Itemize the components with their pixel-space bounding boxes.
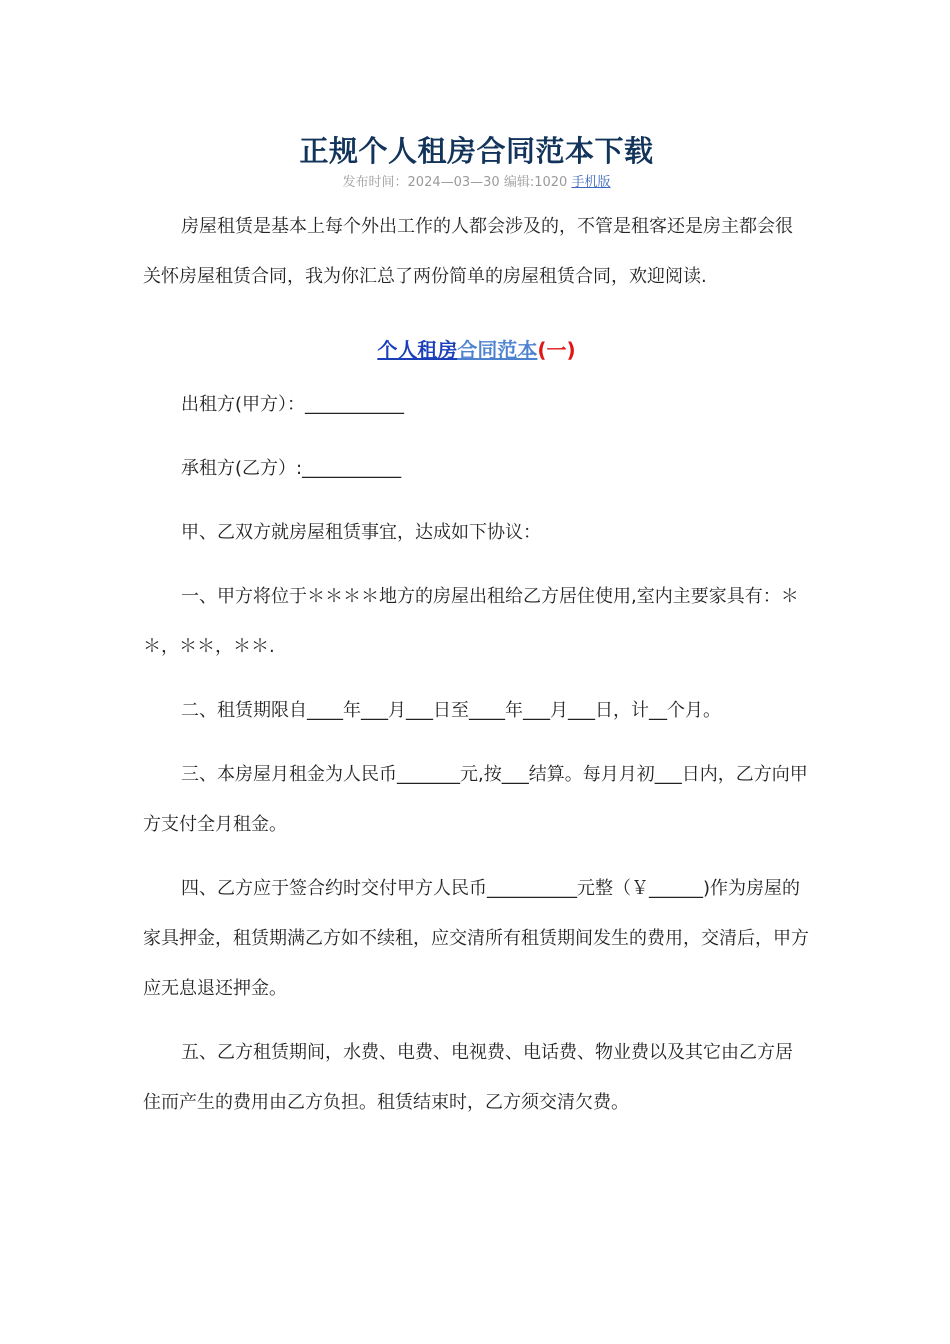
clause-2: 二、租赁期限自____年___月___日至____年___月___日，计__个月。 (181, 700, 721, 721)
intro-paragraph: 房屋租赁是基本上每个外出工作的人都会涉及的，不管是租客还是房主都会很关怀房屋租赁合同，我为你汇总了两份简单的房屋租赁合同，欢迎阅读. (143, 216, 793, 287)
clause-3: 三、本房屋月租金为人民币_______元,按___结算。每月月初___日内，乙方向甲方支付全月租金。 (143, 764, 808, 835)
section-link-part2[interactable]: 合同范本 (457, 338, 538, 362)
clause-agreement: 甲、乙双方就房屋租赁事宜，达成如下协议： (181, 522, 541, 543)
mobile-version-link[interactable]: 手机版 (571, 175, 611, 190)
clause-lessor: 出租方(甲方）：___________ (181, 394, 405, 415)
clause-5: 五、乙方租赁期间，水费、电费、电视费、电话费、物业费以及其它由乙方居住而产生的费用由乙方负担。租赁结束时，乙方须交清欠费。 (143, 1042, 793, 1113)
page-title: 正规个人租房合同范本下载 (299, 134, 654, 168)
section-heading (143, 330, 810, 370)
publish-meta (143, 174, 810, 192)
clause-lessee: 承租方(乙方）:___________ (181, 458, 402, 479)
section-link-part1[interactable]: 个人租房 (377, 338, 458, 362)
clause-1: 一、甲方将位于＊＊＊＊地方的房屋出租给乙方居住使用,室内主要家具有：＊＊，＊＊，＊＊. (143, 586, 799, 657)
section-number: (一) (537, 338, 576, 362)
publish-info: 发布时间：2024—03—30 编辑:1020 (342, 175, 568, 190)
clause-4: 四、乙方应于签合约时交付甲方人民币__________元整（￥______)作为房屋的家具押金，租赁期满乙方如不续租，应交清所有租赁期间发生的费用，交清后，甲方应无息退还押金。 (143, 878, 809, 999)
